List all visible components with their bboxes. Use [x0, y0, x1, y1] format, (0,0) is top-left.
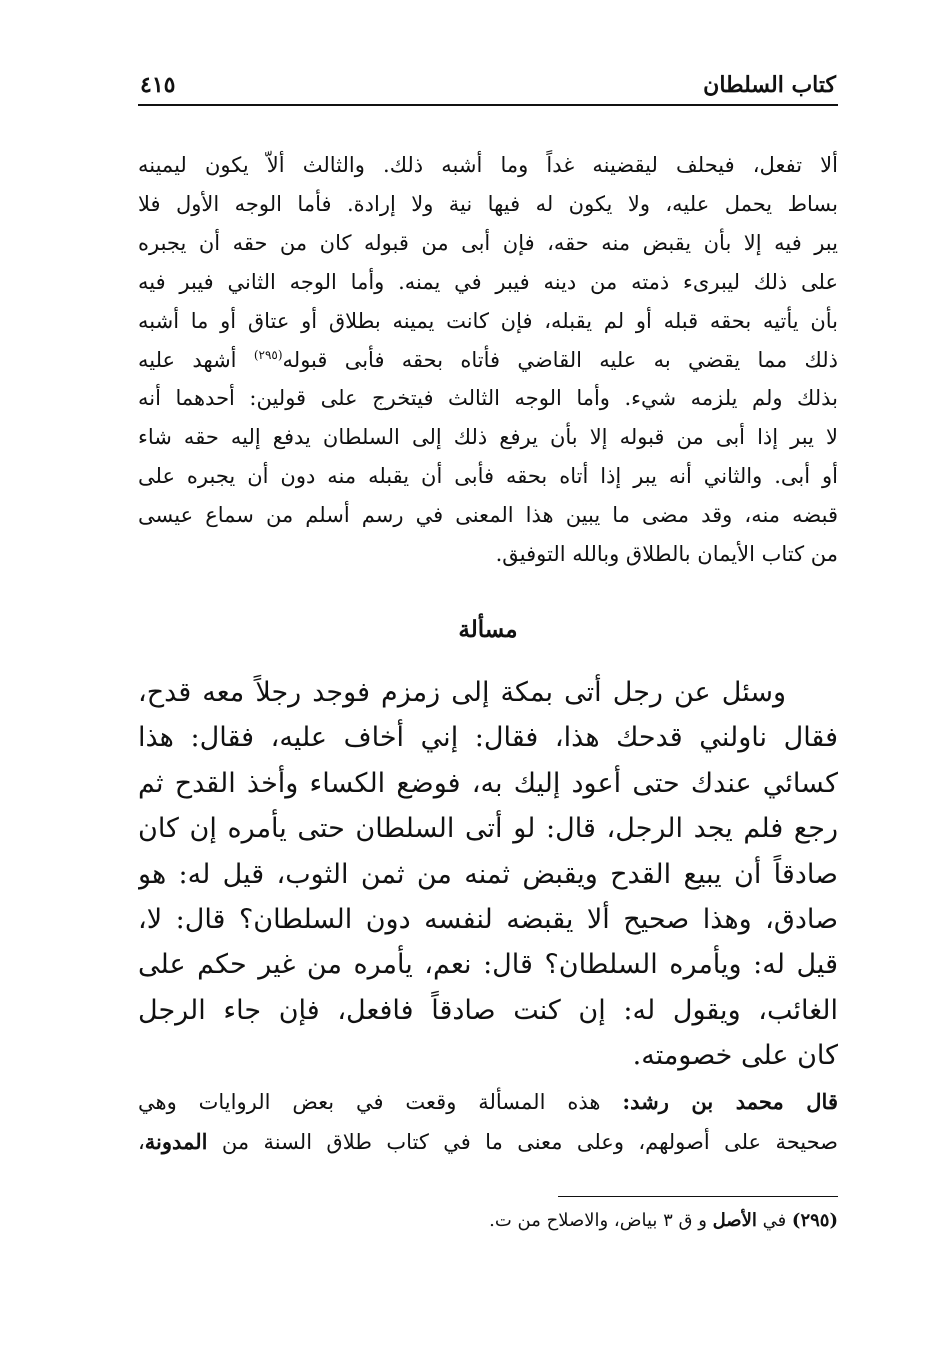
- running-header: [138, 70, 836, 104]
- text-line: وسئل عن رجل أتى بمكة إلى زمزم فوجد رجلاً معه قدح،: [138, 677, 786, 708]
- footnote-rule: [558, 1196, 838, 1197]
- section-heading: مسألة: [458, 616, 518, 643]
- text-line: رجع فلم يجد الرجل، قال: لو أتى السلطان حتى يأمره إن كان: [138, 813, 838, 845]
- line-prefix: صحيحة على أصولهم، وعلى معنى ما في كتاب طلاق السنة من: [221, 1130, 838, 1154]
- text-line: قيل له: ويأمره السلطان؟ قال: نعم، يأمره من غير حكم على: [138, 949, 838, 981]
- paragraph-1: [138, 146, 838, 574]
- header-rule: [138, 104, 838, 106]
- text-line: من كتاب الأيمان بالطلاق وبالله التوفيق.: [495, 542, 838, 567]
- text-line: كسائي عندك حتى أعود إليك به، فوضع الكساء وأخذ القدح ثم: [138, 767, 838, 799]
- text-line: ألا تفعل، فيحلف ليقضينه غداً وما أشبه ذلك. والثالث ألاّ يكون ليمينه: [138, 153, 838, 177]
- page-number: ٤١٥: [140, 72, 176, 98]
- text-line: كان على خصومته.: [632, 1040, 838, 1072]
- text-line: يبر فيه إلا بأن يقبض منه حقه، فإن أبى من قبوله كان من حقه أن يجبره: [138, 230, 838, 255]
- text-line: صادق، وهذا صحيح ألا يقبضه لنفسه دون السلطان؟ قال: لا،: [138, 904, 838, 936]
- text-line: فقال ناولني قدحك هذا، فقال: إني أخاف عليه، فقال: هذا: [138, 722, 838, 754]
- book-name: المدونة: [144, 1129, 208, 1154]
- footnote-text: و ق ٣ بياض، والاصلاح من ت.: [489, 1210, 707, 1231]
- line-prefix: ذلك مما يقضي به عليه القاضي فأتاه بحقه فأبى قبوله: [282, 347, 838, 372]
- footnote-prefix: في: [762, 1210, 787, 1231]
- text-line: قبضه منه، وقد مضى ما يبين هذا المعنى في رسم أسلم من سماع عيسى: [138, 503, 838, 528]
- text-line: بساط يحمل عليه، ولا يكون له فيها نية ولا إرادة. فأما الوجه الأول فلا: [138, 191, 838, 216]
- text-line: الغائب، ويقول له: إن كنت صادقاً فافعل، فإن جاء الرجل: [138, 994, 838, 1026]
- footnote-reference: (٢٩٥): [253, 347, 283, 362]
- footnote-number: (٢٩٥): [791, 1210, 838, 1231]
- footnote: [138, 1206, 838, 1236]
- text-line: [138, 1122, 838, 1162]
- author-lead: قال محمد بن رشد:: [622, 1089, 838, 1114]
- line-rest: هذه المسألة وقعت في بعض الروايات وهي: [138, 1090, 601, 1114]
- text-line: بذلك ولم يلزمه شيء. وأما الوجه الثالث فيتخرج على قولين: أحدهما أنه: [138, 386, 838, 411]
- footnote-bold-word: الأصل: [712, 1210, 757, 1231]
- text-line: على ذلك ليبرىء ذمته من دينه فيبر في يمنه. وأما الوجه الثاني فيبر فيه: [138, 269, 838, 294]
- header-title: كتاب السلطان: [703, 72, 836, 98]
- line-suffix: أشهد عليه: [138, 347, 237, 372]
- text-line: أو أبى. والثاني أنه يبر إذا أتاه بحقه فأبى أن يقبله منه دون أن يجبره على: [138, 464, 838, 489]
- paragraph-2: [138, 670, 838, 1079]
- paragraph-3: [138, 1082, 838, 1162]
- line-suffix: ،: [138, 1130, 145, 1154]
- text-line: [138, 1082, 838, 1122]
- text-line-with-footnote-ref: [138, 341, 838, 380]
- text-line: لا يبر إذا أبى من قبوله إلا بأن يرفع ذلك إلى السلطان يدفع إليه حقه شاء: [138, 425, 838, 450]
- text-line: صادقاً أن يبيع القدح ويقبض ثمنه من ثمن الثوب، قيل له: هو: [138, 858, 838, 890]
- text-line: بأن يأتيه بحقه قبله أو لم يقبله، فإن كانت يمينه بطلاق أو عتاق أو ما أشبه: [138, 308, 838, 333]
